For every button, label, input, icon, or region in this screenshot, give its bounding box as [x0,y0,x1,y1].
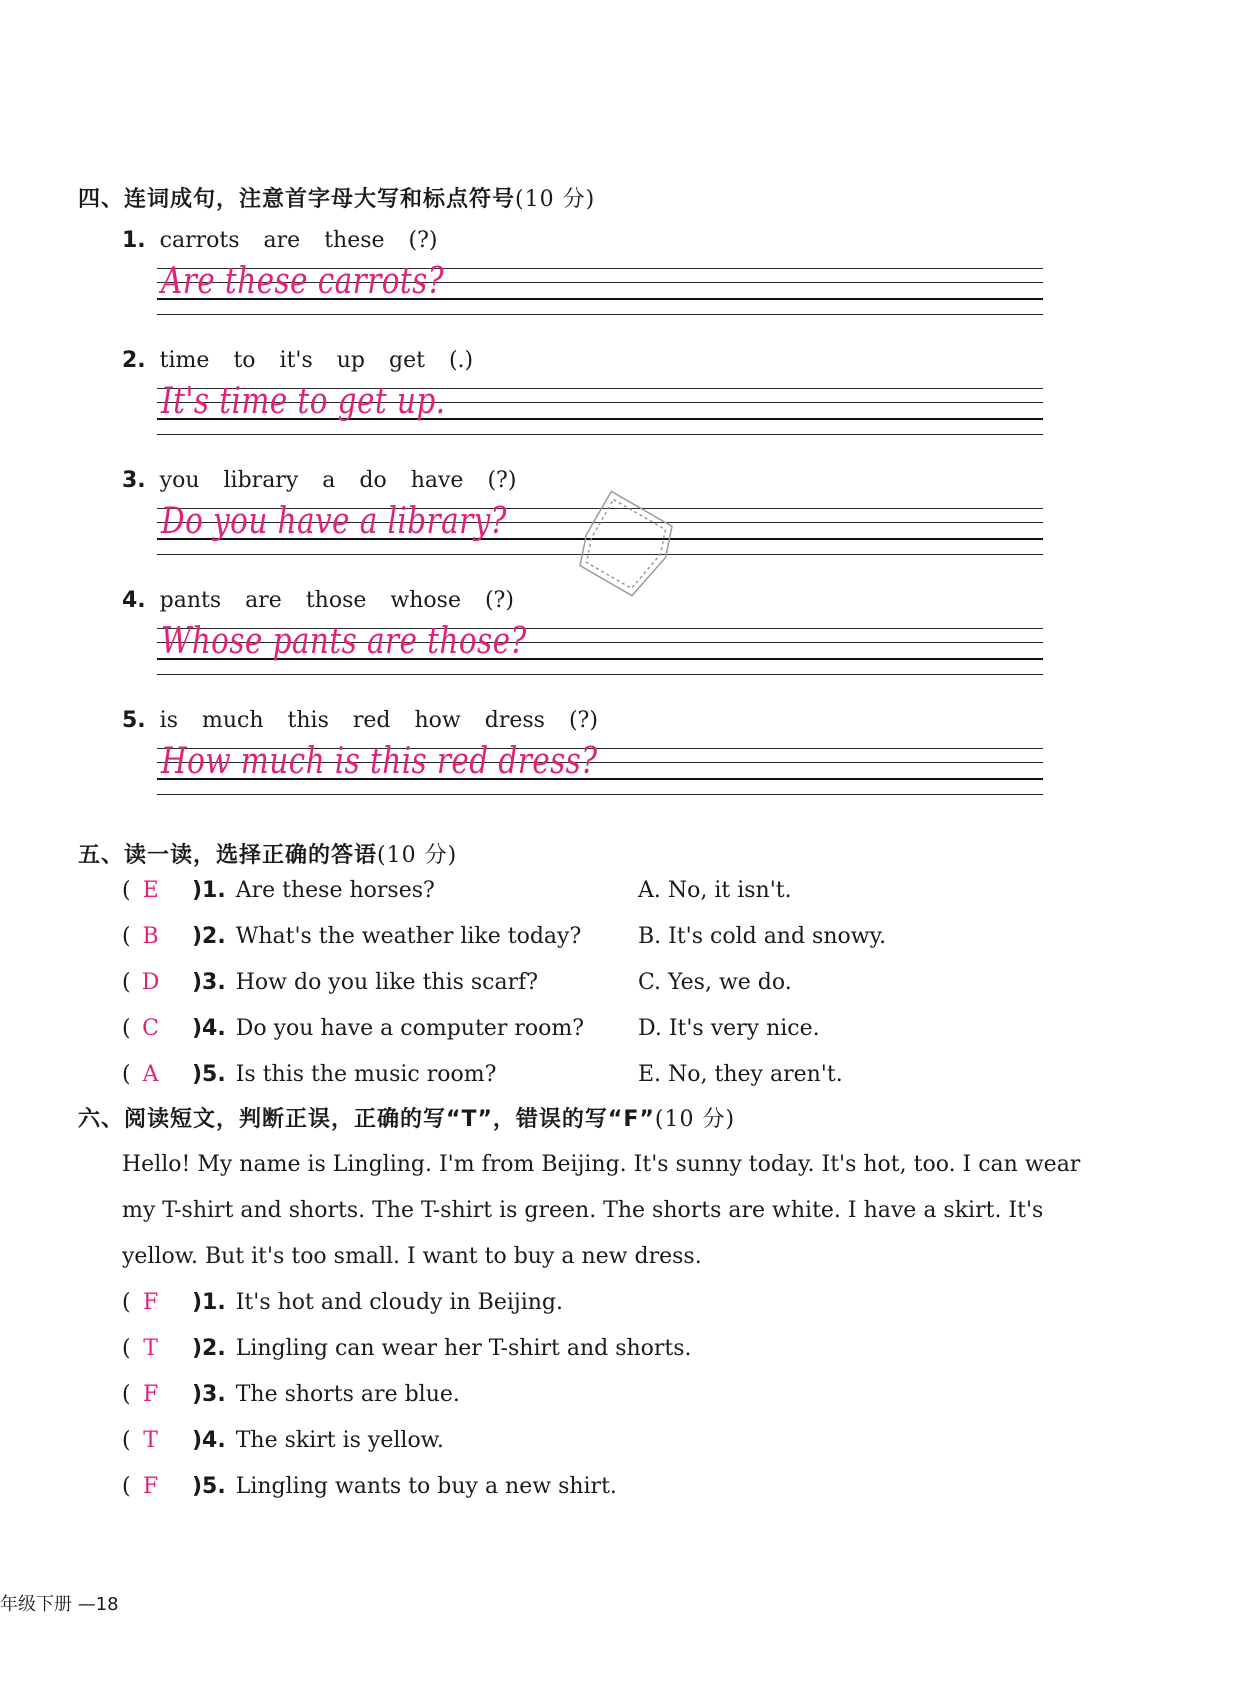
scrambled-word: do [359,468,387,493]
question-number: )3. [192,970,226,995]
scrambled-word: pants [159,588,222,613]
judgement-row [122,1336,692,1361]
response-option: B. It's cold and snowy. [638,924,887,949]
handwritten-answer: Are these carrots? [161,261,444,302]
answer-letter: F [142,1474,159,1499]
answer-letter: T [143,1336,158,1361]
answer-letter: D [141,970,160,995]
handwritten-answer: Whose pants are those? [161,621,527,662]
ruled-line [157,794,1043,795]
handwriting-lines [157,261,1043,316]
scrambled-word: red [352,708,391,733]
response-option: D. It's very nice. [638,1016,820,1041]
section4-title [78,182,595,213]
scrambled-word: (?) [484,588,514,613]
matching-row [122,1016,584,1041]
statement-text: Lingling can wear her T-shirt and shorts. [235,1336,692,1361]
scrambled-word: much [202,708,264,733]
judgement-row [122,1428,444,1453]
sentence-prompt [122,228,462,253]
answer-bracket: ( C [122,1016,192,1041]
scrambled-word: this [287,708,329,733]
question-text: Are these horses? [235,878,435,903]
section5-title-text: 五、读一读，选择正确的答语 [78,843,378,868]
sentence-prompt [122,348,497,373]
section6-points: (10 分) [654,1107,736,1132]
scrambled-word: are [263,228,301,253]
scrambled-word: get [389,348,425,373]
question-text: How do you like this scarf? [235,970,539,995]
question-number: )5. [192,1062,226,1087]
answer-letter: F [142,1290,159,1315]
statement-number: )1. [192,1290,226,1315]
page-footer: 年级下册 —18 [0,1594,119,1615]
question-number: )1. [192,878,226,903]
section6-passage: Hello! My name is Lingling. I'm from Beijing. It's sunny today. It's hot, too. I can wear my T-shirt and shorts. The T-shirt is green. The shorts are white. I have a skirt. It's yellow. But it's too small. I want to buy a new dress. [122,1152,1081,1269]
ruled-line [157,314,1043,315]
scrambled-word: you [159,468,200,493]
scrambled-word: (?) [408,228,438,253]
section5-points: (10 分) [377,843,458,868]
question-number: )4. [192,1016,226,1041]
handwritten-answer: Do you have a library? [161,501,507,542]
statement-number: )3. [192,1382,226,1407]
scrambled-word: is [159,708,178,733]
ruled-line [157,434,1043,435]
scrambled-word: to [233,348,256,373]
judgement-row [122,1474,617,1499]
question-number: )2. [192,924,226,949]
question-text: What's the weather like today? [235,924,582,949]
statement-number: )5. [192,1474,226,1499]
scrambled-word: library [223,468,299,493]
answer-letter: T [143,1428,158,1453]
section5-title [78,838,457,869]
item-number: 2. [122,348,146,373]
scrambled-word: have [410,468,464,493]
response-option: C. Yes, we do. [638,970,792,995]
answer-letter: E [142,878,159,903]
scrambled-word: whose [390,588,461,613]
scrambled-word: it's [279,348,313,373]
scrambled-word: these [324,228,385,253]
handwriting-lines [157,741,1043,796]
judgement-row [122,1290,563,1315]
sentence-prompt [122,708,622,733]
answer-bracket: ( D [122,970,192,995]
item-number: 3. [122,468,146,493]
statement-text: The shorts are blue. [235,1382,460,1407]
question-text: Do you have a computer room? [235,1016,584,1041]
matching-row [122,970,538,995]
answer-letter: F [142,1382,159,1407]
answer-bracket: ( B [122,924,192,949]
matching-row [122,878,435,903]
item-number: 1. [122,228,146,253]
statement-text: The skirt is yellow. [235,1428,444,1453]
scrambled-word: time [159,348,210,373]
answer-bracket: ( F [122,1474,192,1499]
section6-title-text: 六、阅读短文，判断正误，正确的写“T”，错误的写“F” [78,1107,655,1132]
question-text: Is this the music room? [235,1062,497,1087]
handwritten-answer: How much is this red dress? [161,741,598,782]
handwriting-lines [157,621,1043,676]
section4-title-text: 四、连词成句，注意首字母大写和标点符号 [78,187,516,212]
sentence-prompt [122,468,540,493]
scrambled-word: how [414,708,461,733]
scrambled-word: (?) [568,708,598,733]
answer-bracket: ( E [122,878,192,903]
answer-bracket: ( A [122,1062,192,1087]
scrambled-word: a [322,468,336,493]
answer-letter: A [142,1062,159,1087]
answer-bracket: ( F [122,1290,192,1315]
handwritten-answer: It's time to get up. [161,381,446,422]
scrambled-word: dress [484,708,545,733]
section4-points: (10 分) [515,187,596,212]
ruled-line [157,674,1043,675]
matching-row [122,1062,496,1087]
scrambled-word: carrots [159,228,240,253]
item-number: 4. [122,588,146,613]
scrambled-word: (.) [448,348,474,373]
answer-bracket: ( T [122,1428,192,1453]
watermark-stamp-icon [556,476,696,616]
statement-number: )2. [192,1336,226,1361]
response-option: A. No, it isn't. [638,878,792,903]
answer-letter: B [142,924,159,949]
answer-bracket: ( F [122,1382,192,1407]
section6-title [78,1102,735,1133]
scrambled-word: (?) [487,468,517,493]
item-number: 5. [122,708,146,733]
handwriting-lines [157,381,1043,436]
statement-text: It's hot and cloudy in Beijing. [235,1290,564,1315]
scrambled-word: are [245,588,282,613]
statement-number: )4. [192,1428,226,1453]
scrambled-word: up [336,348,366,373]
judgement-row [122,1382,460,1407]
answer-letter: C [142,1016,160,1041]
answer-bracket: ( T [122,1336,192,1361]
statement-text: Lingling wants to buy a new shirt. [235,1474,617,1499]
scrambled-word: those [305,588,367,613]
matching-row [122,924,581,949]
response-option: E. No, they aren't. [638,1062,843,1087]
sentence-prompt [122,588,538,613]
